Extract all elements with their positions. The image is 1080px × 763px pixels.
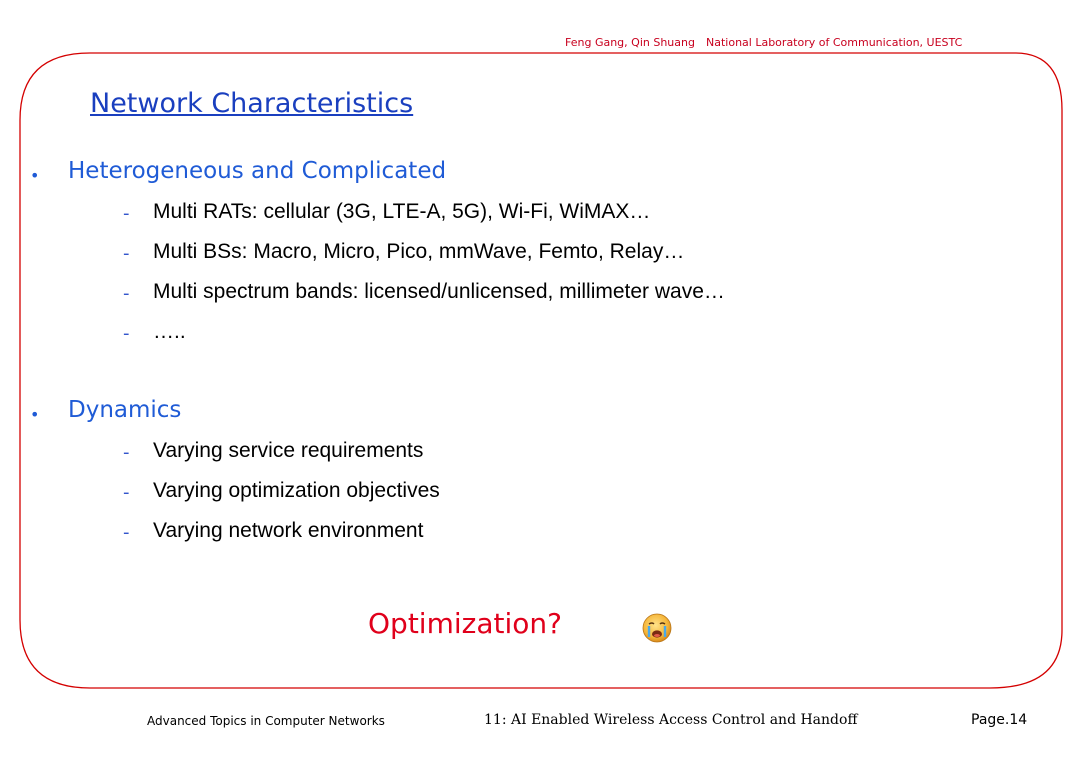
sub-dash: - <box>123 203 130 224</box>
sub-dash: - <box>123 283 130 304</box>
crying-face-icon <box>640 611 674 645</box>
slide-title: Network Characteristics <box>90 88 414 119</box>
bullet-dot: • <box>30 405 40 424</box>
sub-dash: - <box>123 522 130 543</box>
section-heading-heterogeneous: Heterogeneous and Complicated <box>68 158 447 184</box>
section-heading-dynamics: Dynamics <box>68 397 182 423</box>
list-item: ….. <box>153 320 186 343</box>
sub-dash: - <box>123 442 130 463</box>
list-item: Multi spectrum bands: licensed/unlicensed, millimeter wave… <box>153 280 725 303</box>
footer-course: Advanced Topics in Computer Networks <box>147 714 385 728</box>
list-item: Multi RATs: cellular (3G, LTE-A, 5G), Wi-Fi, WiMAX… <box>153 200 651 223</box>
conclusion-text: Optimization? <box>368 607 562 640</box>
list-item: Varying service requirements <box>153 439 424 462</box>
sub-dash: - <box>123 323 130 344</box>
bullet-dot: • <box>30 166 40 185</box>
header-lab: National Laboratory of Communication, UESTC <box>706 36 963 49</box>
sub-dash: - <box>123 243 130 264</box>
header-authors: Feng Gang, Qin Shuang <box>565 36 695 49</box>
footer-page-number: Page.14 <box>971 712 1028 728</box>
sub-dash: - <box>123 482 130 503</box>
footer-lecture: 11: AI Enabled Wireless Access Control and Handoff <box>484 712 858 728</box>
list-item: Varying network environment <box>153 519 424 542</box>
list-item: Multi BSs: Macro, Micro, Pico, mmWave, Femto, Relay… <box>153 240 685 263</box>
list-item: Varying optimization objectives <box>153 479 440 502</box>
